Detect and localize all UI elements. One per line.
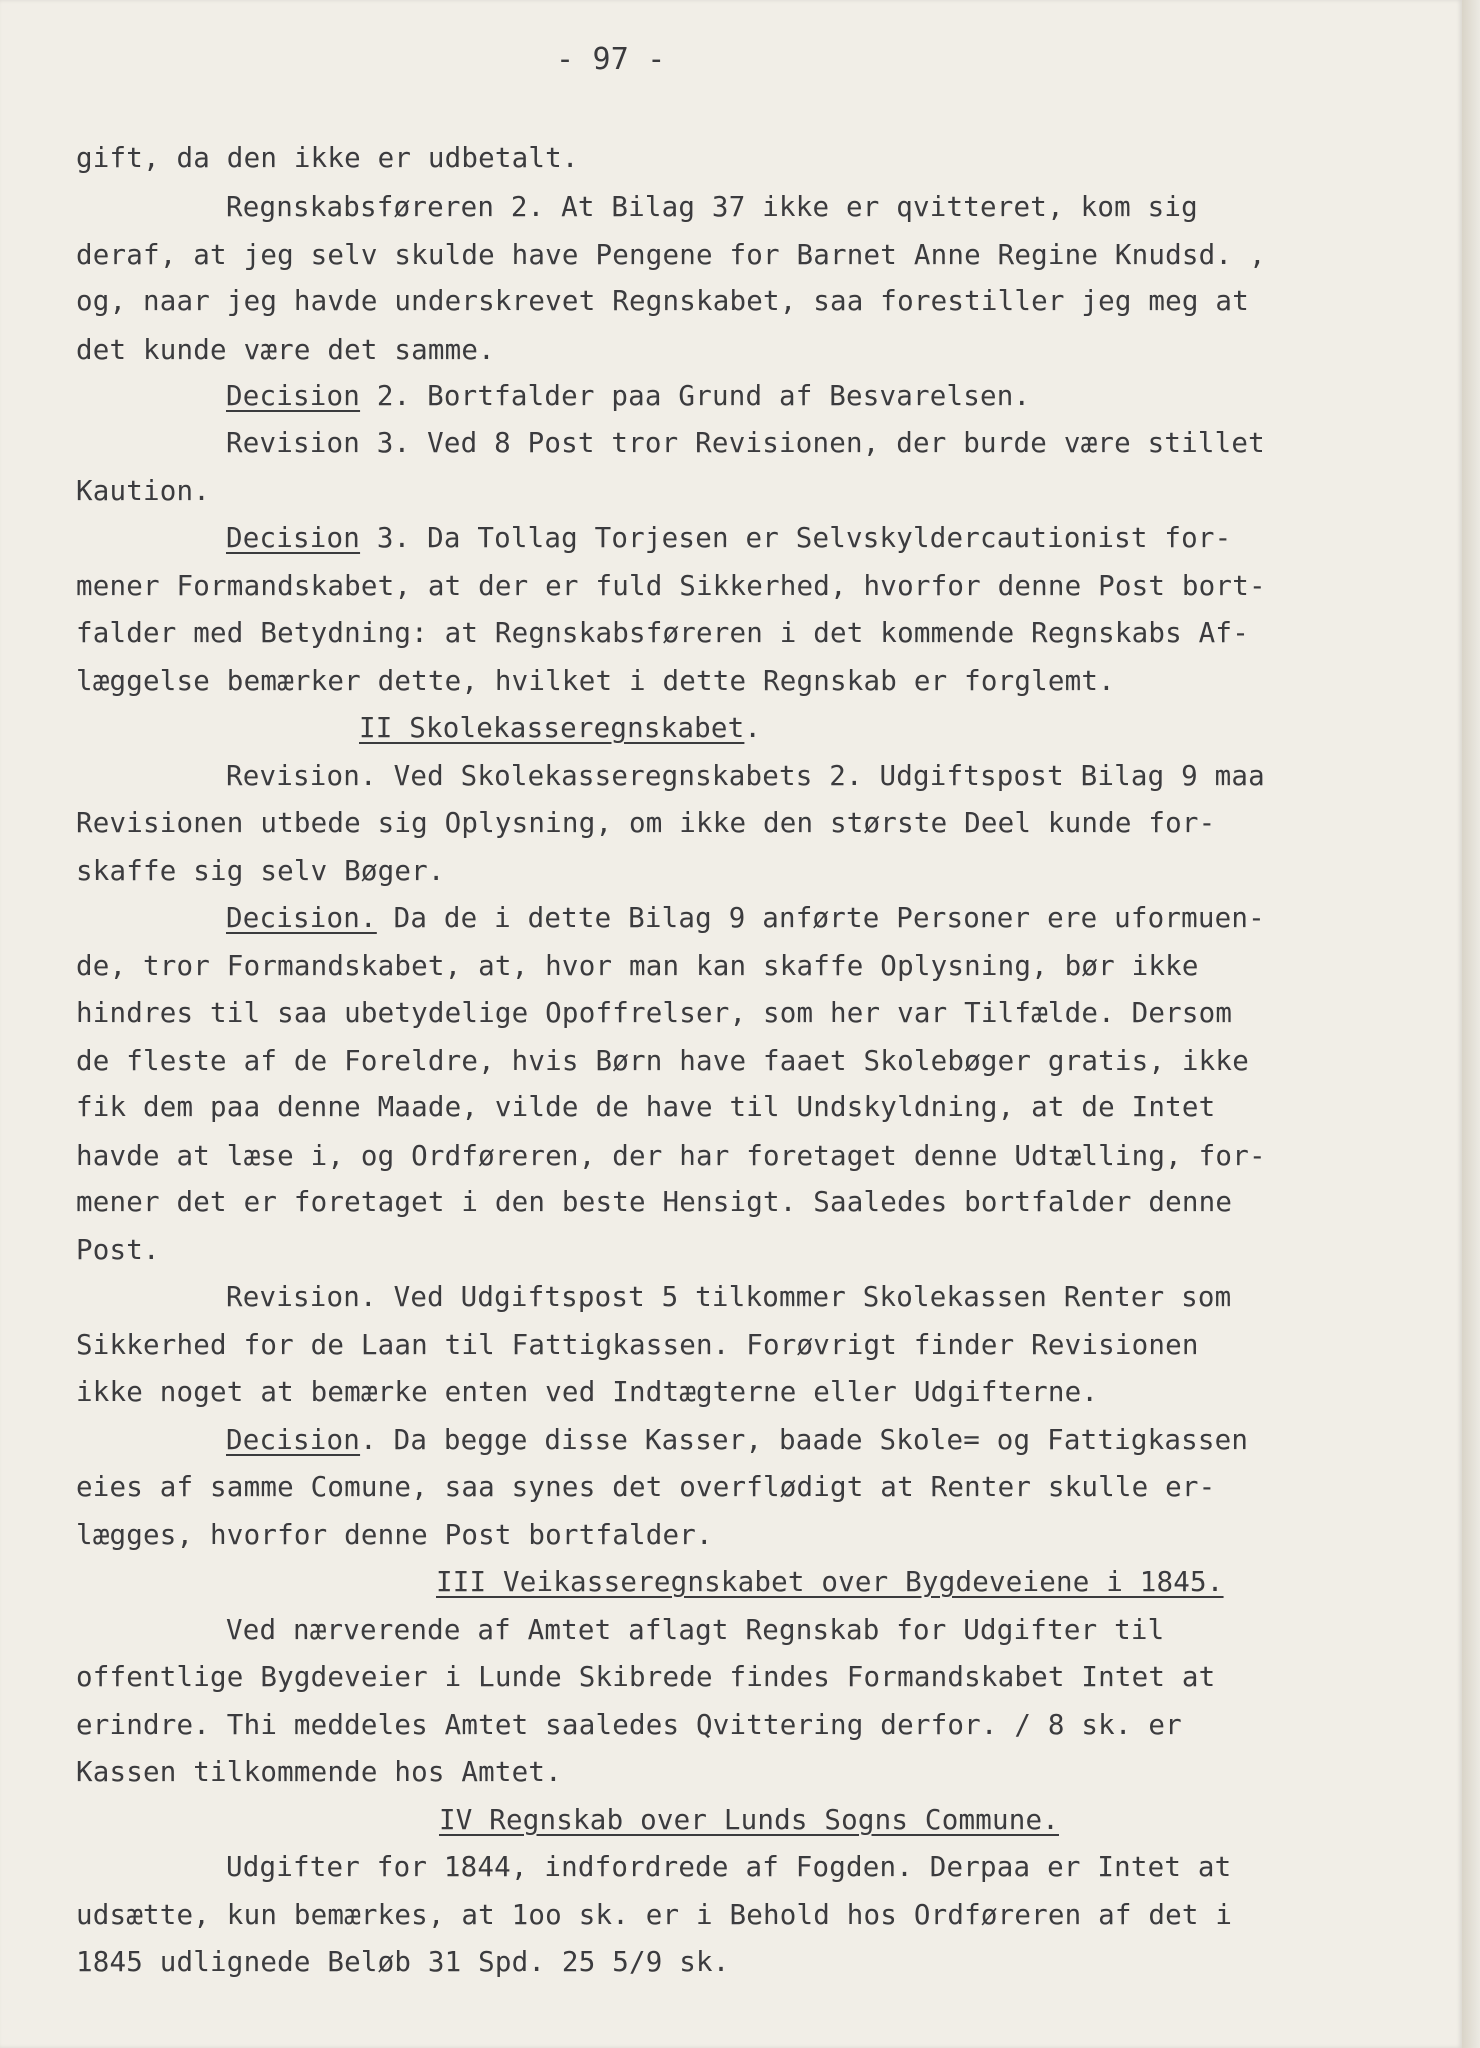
line-text: Revision. Ved Skolekasseregnskabets 2. Udgiftspost Bilag 9 maa [226,759,1265,792]
text-line [226,1612,1164,1648]
line-text: lægges, hvorfor denne Post bortfalder. [76,1519,713,1552]
line-text: Regnskabsføreren 2. At Bilag 37 ikke er qvitteret, kom sig [226,190,1198,223]
line-text: 3. Da Tollag Torjesen er Selvskyldercautionist for- [360,522,1232,554]
text-line [226,900,1265,936]
line-text: 2. Bortfalder paa Grund af Besvarelsen. [360,380,1031,413]
text-line [226,378,1030,414]
line-text: Ved nærverende af Amtet aflagt Regnskab for Udgifter til [226,1614,1165,1646]
text-line [226,189,1198,225]
text-line [76,1043,1249,1079]
decision-label: Decision [226,1424,361,1457]
line-text: Revision 3. Ved 8 Post tror Revisionen, der burde være stillet [226,427,1265,460]
text-line [76,237,1266,273]
text-line [76,1089,1215,1125]
decision-label: Decision [226,522,361,554]
page-number: - 97 - [556,42,666,77]
text-line [76,283,1249,319]
line-text: Udgifter for 1844, indfordrede af Fogden. Derpaa er Intet at [226,1850,1232,1883]
text-line [76,615,1249,651]
text-line [76,332,495,368]
line-text: ikke noget at bemærke enten ved Indtægterne eller Udgifterne. [76,1376,1099,1409]
line-text: falder med Betydning: at Regnskabsføreren i det kommende Regnskabs Af- [76,616,1249,649]
text-line [226,1849,1231,1885]
text-line [436,1564,1224,1600]
line-text: Kassen tilkommende hos Amtet. [76,1755,562,1788]
line-text: . Da begge disse Kasser, baade Skole= og Fattigkassen [360,1424,1249,1457]
text-line [76,853,445,889]
line-text: mener Formandskabet, at der er fuld Sikkerhed, hvorfor denne Post bort- [76,570,1266,603]
text-line [76,995,1232,1031]
text-line [226,520,1231,556]
text-line [226,1422,1248,1458]
text-line [76,473,210,509]
text-line [439,1802,1059,1838]
line-text: de, tror Formandskabet, at, hvor man kan skaffe Oplysning, bør ikke [76,949,1199,982]
line-text: de fleste af de Foreldre, hvis Børn have faaet Skolebøger gratis, ikke [76,1044,1249,1077]
line-text: Revision. Ved Udgiftspost 5 tilkommer Skolekassen Renter som [226,1281,1232,1314]
text-line [76,1944,730,1980]
line-text: gift, da den ikke er udbetalt. [76,142,579,175]
line-text: offentlige Bygdeveier i Lunde Skibrede findes Formandskabet Intet at [76,1660,1216,1693]
line-text: udsætte, kun bemærkes, at 1oo sk. er i Behold hos Ordføreren af det i [76,1898,1233,1931]
text-line [76,663,1115,699]
line-text: havde at læse i, og Ordføreren, der har foretaget denne Udtælling, for- [76,1139,1266,1172]
text-line [226,758,1265,794]
text-line [76,1232,160,1268]
text-line [76,1897,1232,1933]
decision-label: Decision. [226,901,377,934]
line-text: Da de i dette Bilag 9 anførte Personer ere uformuen- [376,901,1265,934]
text-line [76,1327,1199,1363]
text-line [76,948,1199,984]
text-line [226,425,1265,461]
line-text: Kaution. [76,475,211,508]
section-heading: III Veikasseregnskabet over Bygdeveiene i 1845. [436,1565,1224,1598]
page-edge [1462,0,1480,2048]
text-line [76,1138,1266,1174]
text-line [76,1374,1098,1410]
line-text: mener det er foretaget i den beste Hensigt. Saaledes bortfalder denne [76,1186,1233,1219]
line-text: skaffe sig selv Bøger. [76,854,445,887]
line-text: Post. [76,1234,160,1267]
text-line [76,1469,1215,1505]
text-line [76,1754,562,1790]
text-line [76,568,1266,604]
text-line [76,140,579,176]
text-line [76,1707,1182,1743]
line-text: . [744,711,762,744]
line-text: hindres til saa ubetydelige Opoffrelser, som her var Tilfælde. Dersom [76,996,1233,1029]
text-line [76,1517,713,1553]
line-text: fik dem paa denne Maade, vilde de have til Undskyldning, at de Intet [76,1091,1216,1124]
line-text: deraf, at jeg selv skulde have Pengene for Barnet Anne Regine Knudsd. , [76,238,1266,271]
decision-label: Decision [226,380,361,413]
text-line [359,710,761,746]
text-line [76,1184,1232,1220]
text-line [76,1659,1215,1695]
line-text: det kunde være det samme. [76,333,495,366]
line-text: og, naar jeg havde underskrevet Regnskabet, saa forestiller jeg meg at [76,285,1249,318]
line-text: Sikkerhed for de Laan til Fattigkassen. Forøvrigt finder Revisionen [76,1329,1199,1362]
line-text: eies af samme Comune, saa synes det overflødigt at Renter skulle er- [76,1471,1216,1503]
section-heading: IV Regnskab over Lunds Sogns Commune. [439,1803,1059,1836]
line-text: erindre. Thi meddeles Amtet saaledes Qvittering derfor. / 8 sk. er [76,1708,1182,1741]
line-text: 1845 udlignede Beløb 31 Spd. 25 5/9 sk. [76,1945,730,1978]
text-line [226,1279,1231,1315]
line-text: læggelse bemærker dette, hvilket i dette Regnskab er forglemt. [76,665,1115,697]
section-heading: II Skolekasseregnskabet [359,711,745,744]
text-line [76,805,1215,841]
line-text: Revisionen utbede sig Oplysning, om ikke den største Deel kunde for- [76,806,1216,839]
